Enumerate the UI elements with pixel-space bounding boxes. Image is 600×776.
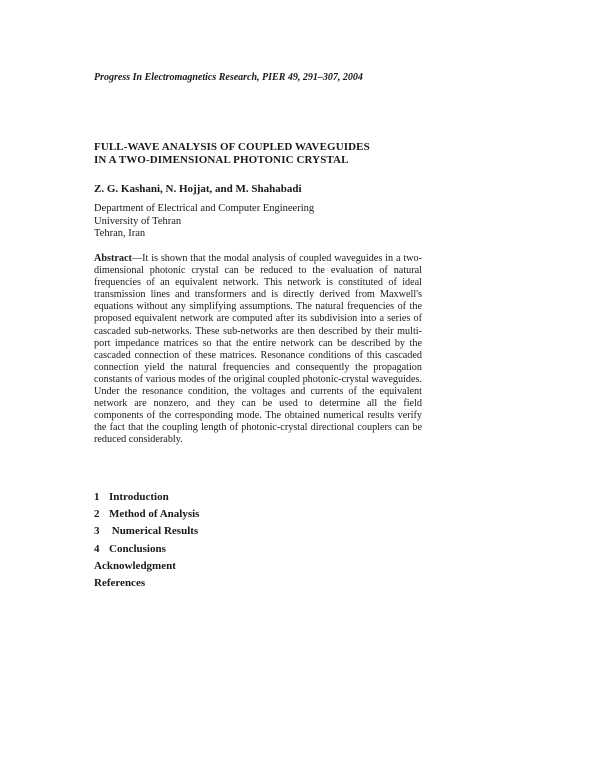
toc-item-conclusions [94, 542, 199, 559]
affiliation-line: Department of Electrical and Computer Engineering [94, 203, 315, 214]
affiliation [94, 203, 314, 241]
table-of-contents [94, 490, 199, 593]
title-line: IN A TWO-DIMENSIONAL PHOTONIC CRYSTAL [94, 154, 349, 166]
toc-label: Numerical Results [109, 525, 199, 538]
toc-number: 4 [94, 542, 100, 555]
paper-title [94, 141, 370, 167]
toc-label: Acknowledgment [94, 559, 176, 572]
toc-number: 3 [94, 525, 100, 538]
author-list: Z. G. Kashani, N. Hojjat, and M. Shahabadi [94, 183, 302, 195]
toc-item-introduction [94, 490, 199, 507]
toc-item-method [94, 507, 199, 524]
affiliation-line: University of Tehran [94, 215, 182, 227]
abstract-label: Abstract [94, 253, 132, 264]
affiliation-line: Tehran, Iran [94, 228, 146, 239]
toc-label: Conclusions [109, 542, 166, 555]
abstract [94, 253, 422, 447]
toc-number: 2 [94, 508, 100, 521]
toc-item-results [94, 524, 199, 541]
toc-number: 1 [94, 491, 100, 503]
abstract-text: —It is shown that the modal analysis of coupled waveguides in a two-dimensional photonic crystal can be reduced to the evaluation of natural frequencies of an equivalent network. This network is constituted of ideal transmission lines and transformers and is directly derived from Maxwell's equations without any simplifying assumptions. The natural frequencies of the proposed equivalent network are computed after its subdivision into a series of cascaded sub-networks. These sub-networks are then described by their multi-port impedance matrices so that the entire network can be described by the cascaded connection of these matrices. Resonance conditions of this cascaded connection yield the natural frequencies and consequently the propagation constants of various modes of the original coupled photonic-crystal waveguides. Under the resonance condition, the voltages and currents of the equivalent network are nonzero, and they can be used to determine all the field components of the corresponding mode. The obtained numerical results verify the fact that the coupling length of photonic-crystal directional couplers can be reduced considerably. [94, 253, 422, 446]
toc-label: Introduction [109, 491, 169, 503]
toc-item-acknowledgment [94, 559, 199, 576]
toc-label: References [94, 576, 146, 589]
toc-label: Method of Analysis [109, 508, 200, 521]
toc-item-references [94, 576, 199, 593]
journal-header: Progress In Electromagnetics Research, PIER 49, 291–307, 2004 [94, 72, 363, 83]
title-line: FULL-WAVE ANALYSIS OF COUPLED WAVEGUIDES [94, 141, 370, 153]
